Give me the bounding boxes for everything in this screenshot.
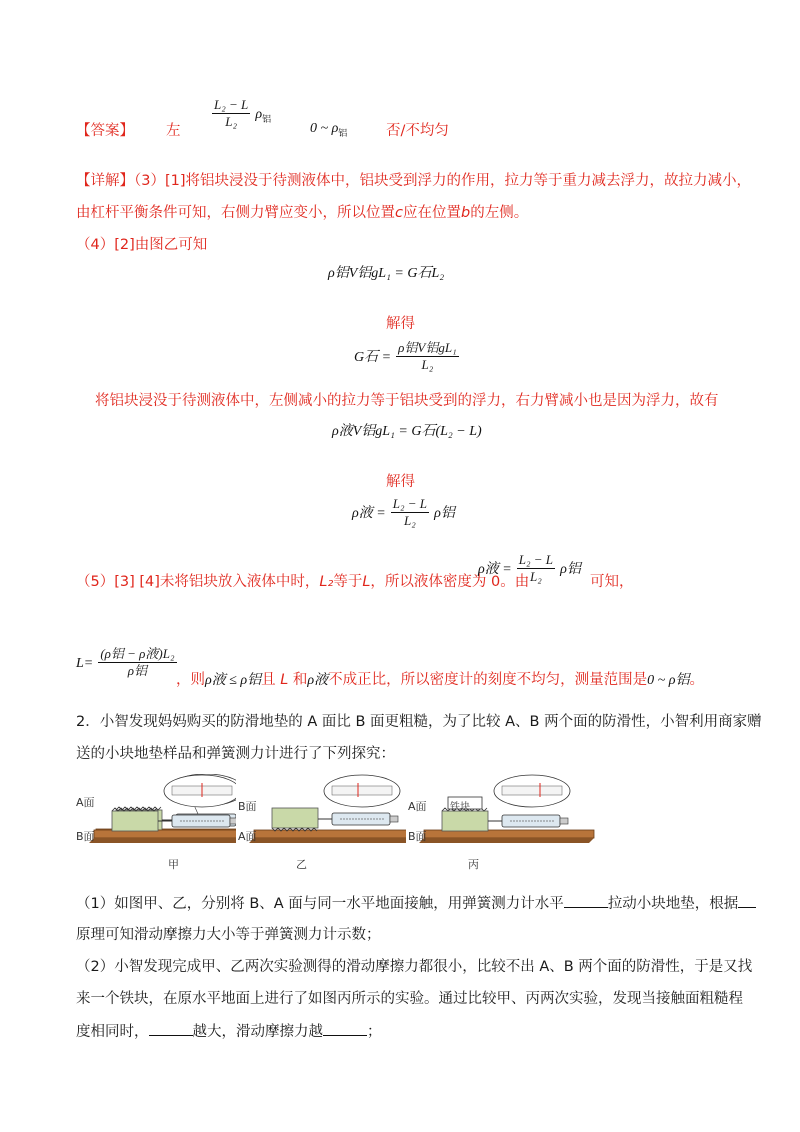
detail-p5-line1: （5）[3] [4]未将铝块放入液体中时，L₂等于L，所以液体密度为 0。由 — [76, 574, 530, 590]
equation-5-inline: ρ液 = $\frac{\text{L₂ − L}}{\text{L₂}}$ ρ铝 — [478, 552, 581, 584]
fig-yi-top-label: B面 — [238, 800, 257, 813]
blank-1[interactable] — [564, 893, 608, 908]
blank-4[interactable] — [323, 1021, 367, 1036]
fig-jia-caption: 甲 — [168, 858, 179, 871]
answer-frac-den: L₂ — [225, 114, 237, 129]
solve-label-1: 解得 — [386, 316, 415, 332]
answer-formula: $\frac{\text{L₂ − L}}{\text{L₂}}$ $\rho_铝$ — [214, 97, 272, 129]
fig-jia-top-label: A面 — [76, 796, 95, 809]
answer-item-4: 否/不均匀 — [386, 123, 449, 139]
answer-frac-num: L₂ − L — [214, 97, 249, 112]
q2-line1: 2．小智发现妈妈购买的防滑地垫的 A 面比 B 面更粗糙，为了比较 A、B 两个面的防滑性，小智利用商家赠 — [76, 714, 762, 730]
fig-jia-bottom-label: B面 — [76, 830, 95, 843]
q2-sub2-line1: （2）小智发现完成甲、乙两次实验测得的滑动摩擦力都很小，比较不出 A、B 两个面的防滑性，于是又找 — [76, 959, 753, 975]
q2-sub2-line3: 度相同时， 越大，滑动摩擦力越 ； — [76, 1021, 382, 1042]
answer-item-1: 左 — [166, 123, 181, 139]
q2-sub1-line2: 原理可知滑动摩擦力大小等于弹簧测力计示数； — [76, 927, 381, 943]
answer-label: 【答案】 — [76, 123, 134, 139]
answer-rho-sub: 铝 — [262, 113, 272, 124]
equation-3: ρ液V铝gL₁ = G石(L₂ − L) — [332, 424, 482, 439]
detail-p4-line1: （4）[2]由图乙可知 — [76, 237, 208, 253]
detail-p4-line2: 将铝块浸没于待测液体中，左侧减小的拉力等于铝块受到的浮力，右力臂减小也是因为浮力，故有 — [95, 393, 719, 409]
fig-bing-caption: 丙 — [468, 858, 479, 871]
fig-yi-bottom-label: A面 — [238, 830, 257, 843]
blank-2[interactable] — [738, 893, 756, 908]
detail-p3-line2: 由杠杆平衡条件可知，右侧力臂应变小，所以位置c应在位置b的左侧。 — [76, 205, 529, 221]
fig-bing-top-label: A面 — [408, 800, 427, 813]
equation-2: G石 = $\frac{\text{ρ铝V铝gL₁}}{\text{L₂}}$ — [354, 340, 457, 372]
fig-bing-block-label: 铁块 — [450, 802, 470, 813]
detail-p5-line2: ，则ρ液 ≤ ρ铝且 L 和ρ液不成正比，所以密度计的刻度不均匀，测量范围是0 ~ ρ铝。 — [176, 672, 704, 688]
q2-line2: 送的小块地垫样品和弹簧测力计进行了下列探究： — [76, 746, 395, 762]
fig-bing-bottom-label: B面 — [408, 830, 427, 843]
detail-p3-line1: 【详解】（3）[1]将铝块浸没于待测液体中，铝块受到浮力的作用，拉力等于重力减去浮力，故拉力减小， — [76, 173, 752, 189]
figure-bing-panel — [406, 774, 616, 874]
q2-sub1-line1: （1）如图甲、乙，分别将 B、A 面与同一水平地面接触，用弹簧测力计水平 拉动小块地垫，根据 — [76, 893, 756, 914]
q2-sub2-line2: 来一个铁块，在原水平地面上进行了如图丙所示的实验。通过比较甲、丙两次实验，发现当接触面粗糙程 — [76, 991, 743, 1007]
blank-3[interactable] — [149, 1021, 193, 1036]
equation-1: ρ铝V铝gL₁ = G石L₂ — [328, 266, 445, 281]
answer-range: 0 ~ $\rho_铝$ — [310, 121, 348, 138]
detail-p5-tail: 可知， — [590, 574, 634, 590]
solve-label-2: 解得 — [386, 474, 415, 490]
fig-yi-caption: 乙 — [296, 858, 307, 871]
detail-label: 【详解】 — [76, 173, 134, 189]
equation-4: ρ液 = $\frac{\text{L₂ − L}}{\text{L₂}}$ ρ铝 — [352, 496, 455, 528]
equation-6: L= $\frac{\text{(ρ铝 − ρ液)L₂}}{\text{ρ铝}}$ — [76, 646, 175, 678]
